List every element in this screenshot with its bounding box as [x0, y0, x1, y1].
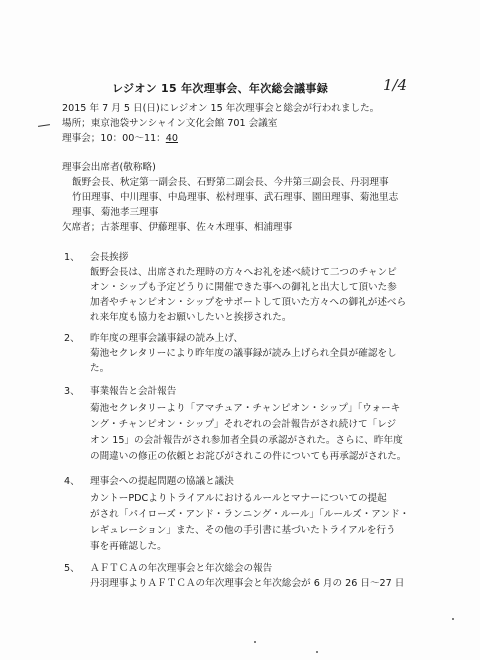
page-number-mark: 1/4 [383, 76, 408, 94]
section-line: ング・チャンピオン・シップ」それぞれの会計報告がされ続けて「レジ [90, 419, 397, 430]
section-number: 4、 [64, 476, 80, 487]
section-heading: 事業報告と会計報告 [90, 386, 177, 397]
section-heading: ＡＦＴＣＡの年次理事会と年次総会の報告 [90, 563, 273, 574]
section-number: 1、 [64, 252, 80, 263]
section-line: れ来年度も協力をお願いしたいと挨拶された。 [90, 312, 292, 323]
venue-line: 場所；東京池袋サンシャイン文化会館 701 会議室 [62, 118, 278, 129]
section-line: た。 [90, 363, 110, 374]
time-line [62, 133, 178, 145]
section-line: 丹羽理事よりＡＦＴＣＡの年次理事会と年次総会が 6 月の 26 日～27 日 [90, 578, 405, 589]
section-line: 菊池セクレタリーにより昨年度の議事録が読み上げられ全員が確認をし [90, 348, 397, 359]
section-line: 加者やチャンピオン・シップをサポートして頂いた方々への御礼が述べら [90, 297, 407, 308]
section-number: 2、 [64, 333, 80, 344]
attendees-heading: 理事会出席者(敬称略) [62, 162, 156, 173]
time-end: 40 [165, 133, 178, 144]
section-line: がされ「パイローズ・アンド・ランニング・ルール」「ルールズ・アンド・ [90, 509, 410, 520]
section-number: 3、 [64, 386, 80, 397]
section-heading: 理事会への提起問題の協議と議決 [90, 476, 234, 487]
section-heading: 昨年度の理事会議事録の読み上げ、 [90, 333, 244, 344]
section-line: レギュレーション」また、その他の手引書に基づいたトライアルを行う [90, 525, 396, 536]
intro-line: 2015 年 7 月 5 日(日)にレジオン 15 年次理事会と総会が行われました。 [62, 103, 380, 114]
time-prefix: 理事会；10：00～11： [62, 133, 166, 144]
attendees-line: 理事、菊池孝三理事 [72, 207, 159, 218]
margin-mark [38, 124, 50, 127]
section-number: 5、 [64, 563, 80, 574]
attendees-line: 竹田理事、中川理事、中島理事、松村理事、武石理事、園田理事、菊池里志 [72, 192, 399, 203]
absentees-line: 欠席者；古茶理事、伊藤理事、佐々木理事、相浦理事 [62, 222, 293, 233]
section-line: オン・シップも予定どうりに開催できた事への御礼と出大して頂いた参 [90, 282, 397, 293]
section-line: カントーPDCよりトライアルにおけるルールとマナーについての提起 [90, 493, 387, 504]
document-title: レジオン 15 年次理事会、年次総会議事録 [112, 82, 328, 95]
attendees-line: 飯野会長、秋定第一副会長、石野第二副会長、今井第三副会長、丹羽理事 [72, 177, 389, 188]
section-line: 菊池セクレタリーより「アマチュア・チャンピオン・シップ」「ウォーキ [90, 403, 401, 414]
scan-speck [452, 618, 454, 620]
section-line: 飯野会長は、出席された理時の方々へお礼を述べ続けて二つのチャンピ [90, 267, 397, 278]
section-heading: 会長挨拶 [90, 252, 129, 263]
section-line: オン 15」の会計報告がされ参加者全員の承認がされた。さらに、昨年度 [90, 435, 403, 446]
section-line: の間違いの修正の依頼とお詫びがされこの件についても再承認がされた。 [90, 451, 407, 462]
scan-speck [316, 651, 318, 653]
section-line: 事を再確認した。 [90, 541, 167, 552]
scan-speck [254, 641, 256, 643]
